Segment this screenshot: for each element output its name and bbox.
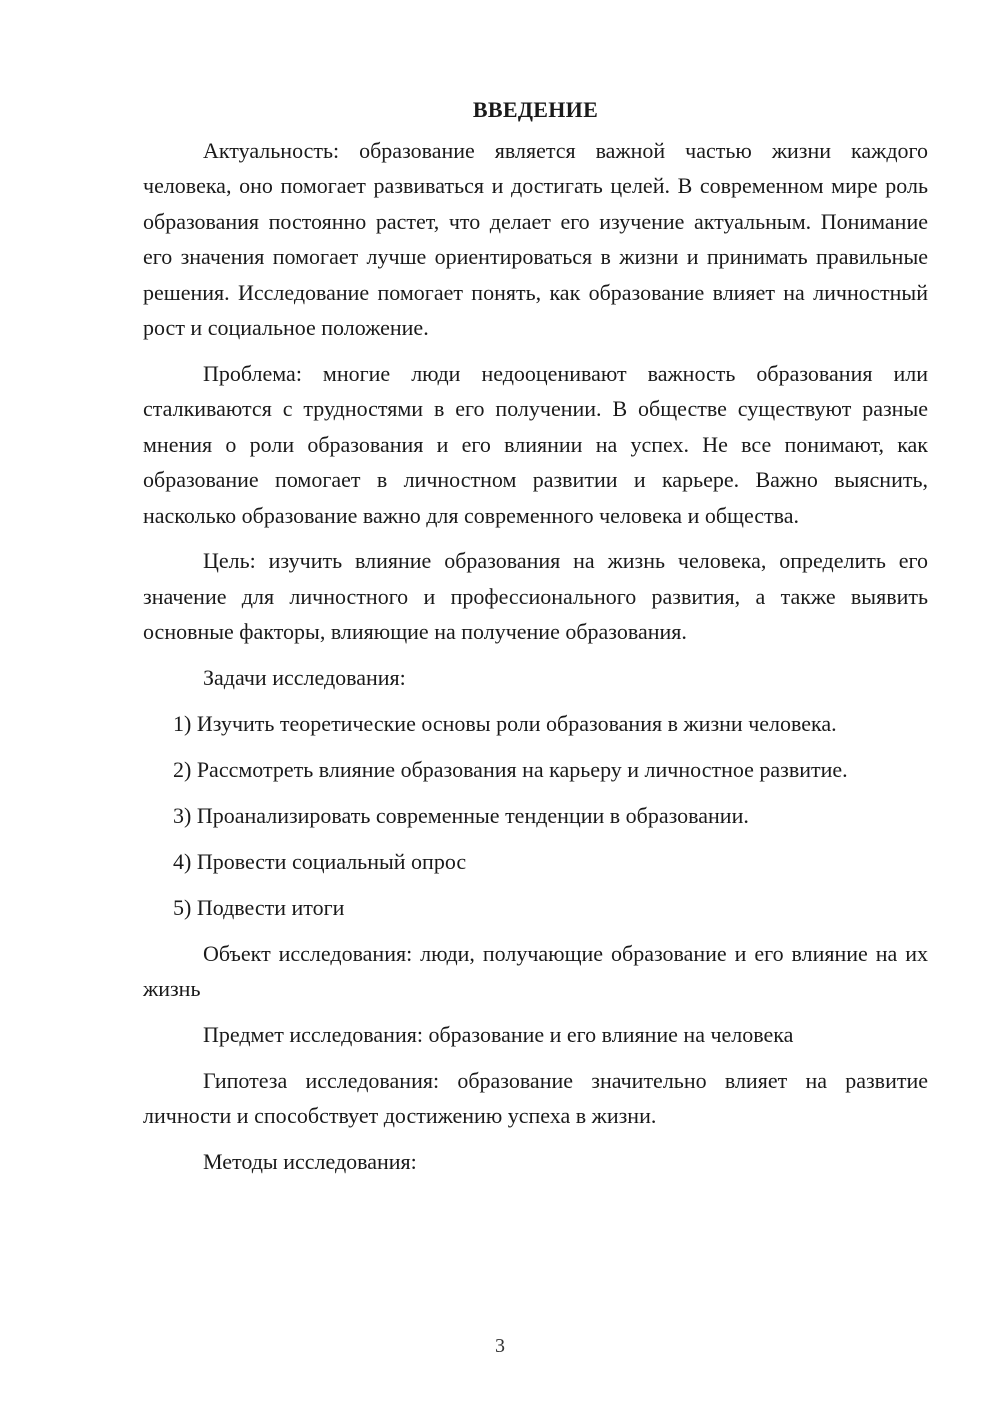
- page-number: 3: [495, 1335, 505, 1357]
- task-item-3: 3) Проанализировать современные тенденции в образовании.: [173, 802, 749, 828]
- methods-heading: Методы исследования:: [203, 1149, 417, 1175]
- subject-paragraph: Предмет исследования: образование и его влияние на человека: [203, 1021, 794, 1047]
- relevance-paragraph: Актуальность: образование является важной частью жизни каждого человека, оно помогает развиваться и достигать целей. В современном мире роль образования постоянно растет, что делает его изучение актуальным. Понимание его значения помогает лучше ориентироваться в жизни и принимать правильные решения. Исследование помогает понять, как образование влияет на личностный рост и социальное положение.: [143, 138, 928, 341]
- task-item-5: 5) Подвести итоги: [173, 894, 345, 920]
- document-body: [143, 92, 928, 1190]
- task-item-2: 2) Рассмотреть влияние образования на карьеру и личностное развитие.: [173, 757, 848, 782]
- goal-paragraph: Цель: изучить влияние образования на жизнь человека, определить его значение для личностного и профессионального развития, а также выявить основные факторы, влияющие на получение образования.: [143, 548, 928, 645]
- task-item-1: 1) Изучить теоретические основы роли образования в жизни человека.: [173, 711, 837, 737]
- page-title: ВВЕДЕНИЕ: [472, 97, 599, 122]
- tasks-heading: Задачи исследования:: [203, 665, 406, 691]
- problem-paragraph: Проблема: многие люди недооценивают важность образования или сталкиваются с трудностями в его получении. В обществе существуют разные мнения о роли образования и его влиянии на успех. Не все понимают, как образование помогает в личностном развитии и карьере. Важно выяснить, насколько образование важно для современного человека и общества.: [143, 360, 928, 528]
- object-paragraph: Объект исследования: люди, получающие образование и его влияние на их жизнь: [143, 940, 928, 1002]
- hypothesis-paragraph: Гипотеза исследования: образование значительно влияет на развитие личности и способствует достижению успеха в жизни.: [143, 1067, 928, 1129]
- task-item-4: 4) Провести социальный опрос: [173, 848, 467, 874]
